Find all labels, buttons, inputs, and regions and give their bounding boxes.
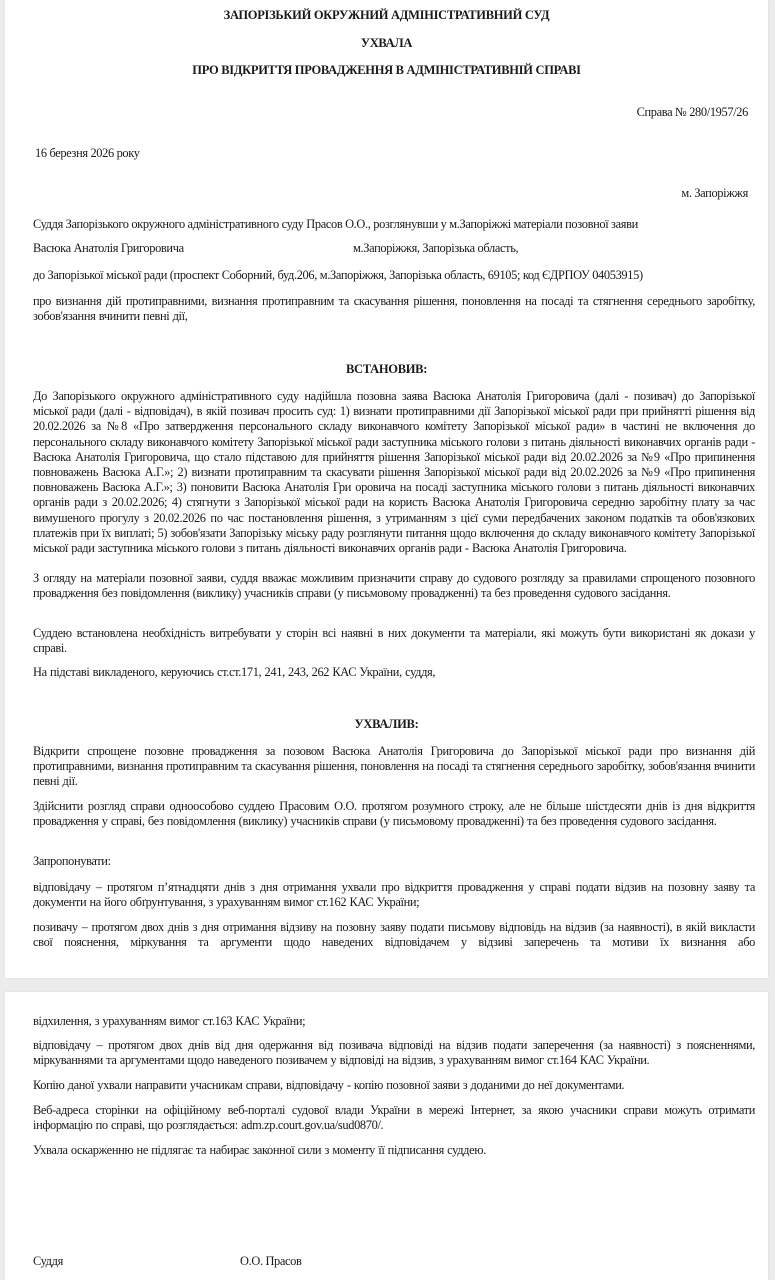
decided-continued: відхилення, з урахуванням вимог ст.163 КАС України;: [33, 1014, 306, 1028]
decided-continued: Копію даної ухвали направити учасникам справи, відповідачу - копію позовної заяви з доданими до неї документами.: [33, 1078, 625, 1092]
plaintiff-name: Васюка Анатолія Григоровича: [33, 241, 184, 255]
established-paragraph: З огляду на матеріали позовної заяви, суддя вважає можливим призначити справу до судового розгляду за правилами спрощеного позовного провадження без повідомлення (виклику) учасників справи (у письмовому провадженні) та без проведення судового засідання.: [33, 571, 755, 601]
document-subject: ПРО ВІДКРИТТЯ ПРОВАДЖЕННЯ В АДМІНІСТРАТИВНІЙ СПРАВІ: [192, 63, 581, 77]
defendant-line: до Запорізької міської ради (проспект Соборний, буд.206, м.Запоріжжя, Запорізька область, 69105; код ЄДРПОУ 04053915): [33, 268, 643, 282]
document-type: УХВАЛА: [360, 36, 413, 50]
case-number: Справа № 280/1957/26: [636, 105, 748, 119]
decided-paragraph: Здійснити розгляд справи одноособово суддею Прасовим О.О. протягом розумного строку, але не більше шістдесяти днів із дня відкриття провадження у справі, без повідомлення (виклику) учасників справи (у письмовому провадженні) та без проведення судового засідання.: [33, 799, 755, 829]
decided-continued: відповідачу – протягом двох днів від дня одержання від позивача відповіді на відзив подати заперечення (за наявності) з поясненнями, міркуваннями та аргументами щодо наведеного позивачем у відповіді на відзив, з урахуванням вимог ст.164 КАС України.: [33, 1038, 755, 1068]
document-city: м. Запоріжжя: [681, 186, 748, 200]
established-paragraph: На підставі викладеного, керуючись ст.ст.171, 241, 243, 262 КАС України, суддя,: [33, 665, 436, 679]
decided-paragraph: Відкрити спрощене позовне провадження за позовом Васюка Анатолія Григоровича до Запорізької міської ради про визнання дій протиправними, визнання протиправним та скасування рішення, поновлення на посаді та стягнення середнього заробітку, зобов'язання вчинити певні дії.: [33, 744, 755, 789]
decided-paragraph: відповідачу – протягом п’ятнадцяти днів з дня отримання ухвали про відкриття провадження у справі подати відзив на позовну заяву та документи на його обґрунтування, з урахуванням вимог ст.162 КАС України;: [33, 880, 755, 910]
document-page-2: [5, 992, 768, 1280]
signature-role: Суддя: [33, 1254, 63, 1268]
signature-name: О.О. Прасов: [240, 1254, 302, 1268]
decided-paragraph: Запропонувати:: [33, 854, 111, 868]
document-date: 16 березня 2026 року: [35, 146, 140, 160]
decided-paragraph: позивачу – протягом двох днів з дня отримання відзиву на позовну заяву подати письмову відповідь на відзив (за наявності), в якій викласти свої пояснення, міркування та аргументи щодо наведених відповідачем у відзиві заперечень та мотиви їх визнання або: [33, 920, 755, 950]
plaintiff-address: м.Запоріжжя, Запорізька область,: [353, 241, 519, 255]
established-paragraph: До Запорізького окружного адміністративного суду надійшла позовна заява Васюка Анатолія Григоровича (далі - позивач) до Запорізької міської ради (далі - відповідач), в якій позивач просить суд: 1) визнати протиправними дії Запорізької міської ради при прийнятті рішення від 20.02.2026 за №8 «Про затвердження персонального складу виконавчого комітету Запорізької міської ради» в частині не включення до персонального складу виконавчого комітету Запорізької міської ради заступника міського голови з питань діяльності виконавчих органів ради - Васюка Анатолія Григоровича, що стало підставою для прийняття рішення Запорізької міської ради від 20.02.2026 за №9 «Про припинення повноважень Васюка А.Г.»; 2) визнати протиправним та скасувати рішення Запорізької міської ради від 20.02.2026 за №9 «Про припинення повноважень Васюка А.Г.»; 3) поновити Васюка Анатолія Гри оровича на посаді заступника міського голови з питань діяльності виконавчих органів ради з 20.02.2026; 4) стягнути з Запорізької міської ради на користь Васюка Анатолія Григоровича середню заробітну плату за час вимушеного прогулу з 20.02.2026 по час постановлення рішення, з утриманням з цієї суми передбачених законом податків та обов'язкових платежів при їх виплаті; 5) зобов'язати Запорізьку міську раду розглянути питання щодо включення до складу виконавчого комітету Запорізької міської ради заступника міського голови з питань діяльності виконавчих органів ради - Васюка Анатолія Григоровича.: [33, 389, 755, 556]
established-heading: ВСТАНОВИВ:: [345, 362, 428, 376]
court-name: ЗАПОРІЗЬКИЙ ОКРУЖНИЙ АДМІНІСТРАТИВНИЙ СУД: [223, 8, 550, 22]
established-paragraph: Суддею встановлена необхідність витребувати у сторін всі наявні в них документи та матеріали, які можуть бути використані як докази у справі.: [33, 626, 755, 656]
decided-continued: Ухвала оскарженню не підлягає та набирає законної сили з моменту її підписання суддею.: [33, 1143, 486, 1157]
decided-heading: УХВАЛИВ:: [354, 717, 419, 731]
claim-text: про визнання дій протиправними, визнання протиправним та скасування рішення, поновлення на посаді та стягнення середнього заробітку, зобов'язання вчинити певні дії,: [33, 294, 755, 324]
judge-line: Суддя Запорізького окружного адміністративного суду Прасов О.О., розглянувши у м.Запоріжжі матеріали позовної заяви: [33, 217, 638, 231]
document-page-1: [5, 0, 768, 978]
decided-continued: Веб-адреса сторінки на офіційному веб-порталі судової влади України в мережі Інтернет, за якою учасники справи можуть отримати інформацію по справі, що розглядається: adm.zp.court.gov.ua/sud0870/.: [33, 1103, 755, 1133]
